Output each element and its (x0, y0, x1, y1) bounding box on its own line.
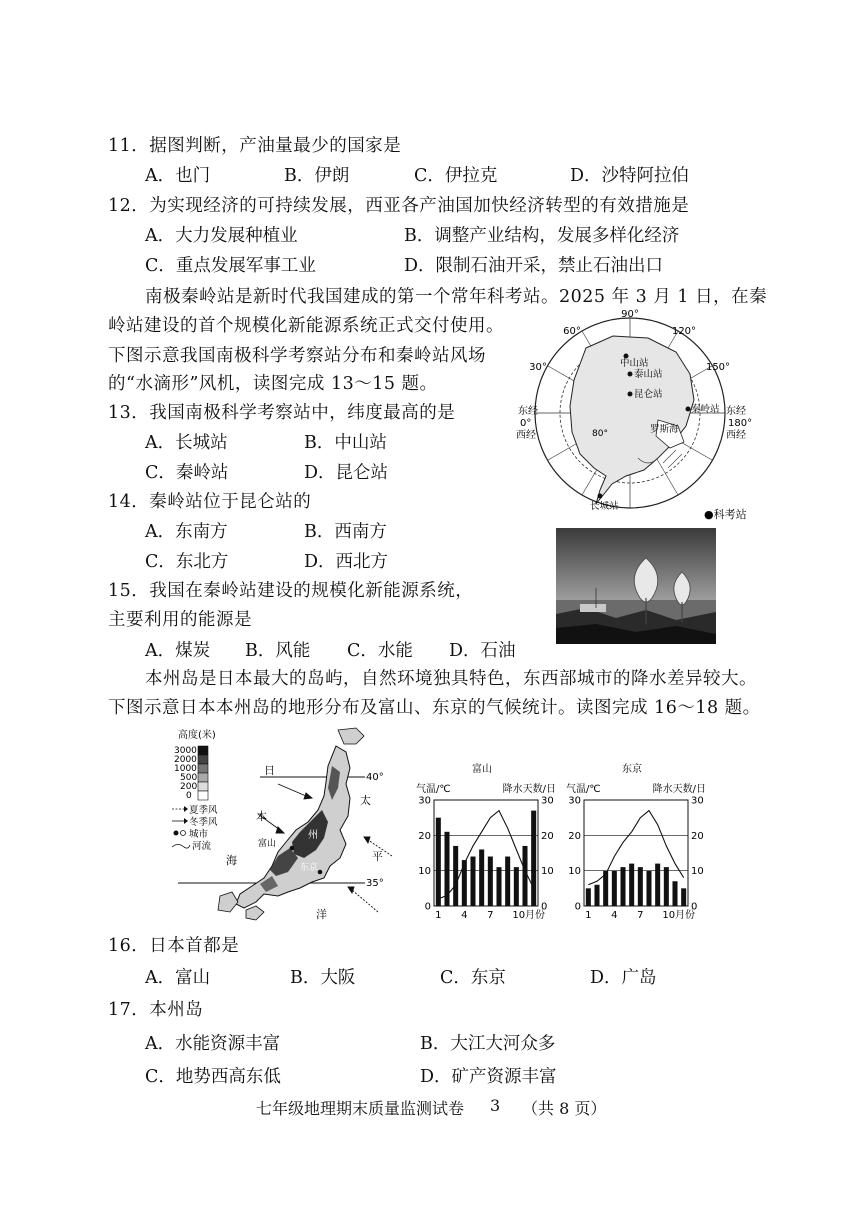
y-tick-right-label: 20 (691, 830, 704, 842)
q12-option-d: D．限制石油开采，禁止石油出口 (404, 256, 664, 276)
temperature-line (588, 811, 683, 885)
legend-city: 城市 (189, 829, 209, 840)
x-tick-label: 10月份 (512, 910, 546, 920)
legend-level-0: 0 (186, 791, 192, 801)
y-tick-left-label: 20 (418, 830, 431, 842)
x-tick-label: 7 (637, 910, 644, 920)
precip-day-bar (531, 811, 536, 906)
legend-winter-wind: 冬季风 (189, 817, 218, 828)
lat-35-label: 35° (366, 878, 384, 889)
q16-option-d: D．广岛 (590, 968, 657, 988)
chart-ylabel-right: 降水天数/日 (502, 784, 556, 795)
precip-day-bar (453, 846, 458, 906)
lon-120-label: 120° (671, 326, 697, 337)
intro1-line3: 下图示意我国南极科学考察站分布和秦岭站风场 (108, 346, 486, 366)
q15-option-d: D．石油 (449, 641, 516, 661)
precip-day-bar (586, 888, 591, 906)
lon-30-label: 30° (529, 362, 547, 373)
q15-option-b: B．风能 (245, 641, 311, 661)
precip-day-bar (638, 867, 643, 906)
q15-stem-line1: 15．我国在秦岭站建设的规模化新能源系统， (108, 581, 474, 601)
y-tick-left-label: 10 (568, 866, 581, 878)
q11-option-b: B．伊朗 (284, 166, 350, 186)
e180-label-c: 西经 (726, 430, 746, 441)
precip-day-bar (479, 849, 484, 906)
y-tick-right-label: 30 (691, 795, 704, 807)
footer-total-pages: （共 8 页） (522, 1099, 607, 1118)
x-tick-label: 1 (435, 910, 442, 920)
plot-frame (434, 800, 538, 906)
precip-day-bar (681, 888, 686, 906)
e180-label-b: 180° (728, 418, 753, 429)
q12-option-a: A．大力发展种植业 (145, 226, 298, 246)
climate-chart-fushan (412, 760, 560, 920)
precip-day-bar (488, 857, 493, 906)
teardrop-wind-turbine-photo (556, 528, 716, 644)
q12-option-b: B．调整产业结构，发展多样化经济 (404, 226, 680, 246)
chart-ylabel-left: 气温/℃ (416, 784, 451, 795)
y-tick-left-label: 30 (418, 795, 431, 807)
precip-day-bar (664, 867, 669, 906)
intro2-line2: 下图示意日本本州岛的地形分布及富山、东京的气候统计。读图完成 16～18 题。 (108, 698, 761, 718)
lat-80-label: 80° (592, 429, 608, 439)
q11-option-a: A．也门 (145, 166, 211, 186)
q16-option-c: C．东京 (440, 968, 506, 988)
q17-option-d: D．矿产资源丰富 (420, 1067, 557, 1087)
honshu-terrain-map (160, 726, 410, 922)
legend-height-title: 高度(米) (178, 730, 216, 741)
climate-chart-dongjing (562, 760, 710, 920)
legend-level-1000: 1000 (174, 764, 197, 774)
intro1-line1: 南极秦岭站是新时代我国建成的第一个常年科考站。2025 年 3 月 1 日，在秦 (145, 287, 768, 307)
lon-60-label: 60° (563, 326, 581, 337)
precip-day-bar (594, 885, 599, 906)
lat-40-label: 40° (366, 772, 384, 783)
zhongshan-label: 中山站 (620, 358, 649, 369)
precip-day-bar (436, 818, 441, 906)
precip-day-bar (470, 857, 475, 906)
y-tick-left-label: 30 (568, 795, 581, 807)
east-0-label-c: 西经 (516, 430, 536, 441)
y-tick-right-label: 20 (541, 830, 554, 842)
changcheng-station-dot (598, 494, 603, 499)
y-tick-right-label: 10 (691, 866, 704, 878)
label-fushan: 富山 (258, 839, 277, 849)
kunlun-station-dot (628, 392, 633, 397)
q17-option-c: C．地势西高东低 (145, 1067, 281, 1087)
precip-day-bar (620, 867, 625, 906)
y-tick-left-label: 20 (568, 830, 581, 842)
q13-option-c: C．秦岭站 (145, 463, 229, 483)
legend-level-3000: 3000 (174, 746, 197, 756)
q11-stem: 11．据图判断，产油量最少的国家是 (108, 136, 402, 156)
footer-title: 七年级地理期末质量监测试卷 (256, 1099, 465, 1118)
precip-day-bar (514, 867, 519, 906)
legend-river: 河流 (192, 841, 212, 852)
q17-option-a: A．水能资源丰富 (145, 1034, 281, 1054)
precip-day-bar (612, 871, 617, 906)
q17-option-b: B．大江大河众多 (420, 1034, 556, 1054)
y-tick-right-label: 0 (541, 901, 548, 913)
fushan-city-dot (290, 846, 295, 851)
height-legend (198, 746, 208, 800)
q13-option-d: D．昆仑站 (304, 463, 389, 483)
q14-stem: 14．秦岭站位于昆仑站的 (108, 492, 312, 512)
precip-day-bar (522, 846, 527, 906)
precip-day-bar (496, 867, 501, 906)
precip-day-bar (629, 864, 634, 906)
y-tick-right-label: 0 (691, 901, 698, 913)
taishan-label: 泰山站 (634, 369, 663, 380)
legend-level-500: 500 (180, 773, 198, 783)
q16-option-a: A．富山 (145, 968, 211, 988)
legend-level-2000: 2000 (174, 755, 197, 765)
label-ri: 日 (264, 764, 275, 777)
y-tick-left-label: 0 (574, 901, 581, 913)
qinling-station-dot (686, 407, 691, 412)
temperature-line (438, 811, 533, 899)
plot-frame (584, 800, 688, 906)
label-tai: 太 (360, 794, 371, 807)
x-tick-label: 4 (461, 910, 468, 920)
precip-day-bar (672, 881, 677, 906)
q17-stem: 17．本州岛 (108, 1000, 204, 1020)
chart-title: 东京 (622, 764, 642, 775)
taishan-station-dot (628, 372, 633, 377)
y-tick-left-label: 10 (418, 866, 431, 878)
qinling-label: 秦岭站 (691, 404, 720, 415)
q15-stem-line2: 主要利用的能源是 (108, 610, 252, 630)
x-tick-label: 1 (585, 910, 592, 920)
precip-day-bar (505, 857, 510, 906)
lon-90-label: 90° (621, 309, 639, 320)
intro2-line1: 本州岛是日本最大的岛屿，自然环境独具特色，东西部城市的降水差异较大。 (145, 669, 757, 689)
precip-day-bar (646, 871, 651, 906)
q15-option-c: C．水能 (347, 641, 413, 661)
e180-label-a: 东经 (726, 406, 746, 417)
chart-ylabel-right: 降水天数/日 (652, 784, 706, 795)
intro1-line2: 岭站建设的首个规模化新能源系统正式交付使用。 (108, 316, 504, 336)
q12-option-c: C．重点发展军事工业 (145, 256, 316, 276)
footer-page-number: 3 (490, 1096, 501, 1115)
station-legend: ●科考站 (704, 508, 747, 521)
lon-150-label: 150° (705, 362, 731, 373)
q13-option-b: B．中山站 (304, 433, 387, 453)
q11-option-d: D．沙特阿拉伯 (570, 166, 690, 186)
label-hai: 海 (226, 854, 237, 867)
q12-stem: 12．为实现经济的可持续发展，西亚各产油国加快经济转型的有效措施是 (108, 196, 690, 216)
x-tick-label: 7 (487, 910, 494, 920)
dongjing-city-dot (318, 870, 323, 875)
label-yang: 洋 (316, 908, 327, 921)
label-dongjing: 东京 (300, 863, 319, 873)
q16-option-b: B．大阪 (290, 968, 356, 988)
q13-stem: 13．我国南极科学考察站中，纬度最高的是 (108, 403, 456, 423)
y-tick-right-label: 10 (541, 866, 554, 878)
y-tick-right-label: 30 (541, 795, 554, 807)
x-tick-label: 4 (611, 910, 618, 920)
y-tick-left-label: 0 (424, 901, 431, 913)
east-0-label-b: 0° (520, 418, 532, 429)
precip-day-bar (655, 864, 660, 906)
q14-option-c: C．东北方 (145, 552, 229, 572)
changcheng-label: 长城站 (590, 501, 619, 512)
chart-title: 富山 (472, 764, 492, 775)
kunlun-label: 昆仑站 (634, 389, 663, 400)
antarctic-station-map (508, 308, 758, 523)
rossea-label: 罗斯海 (650, 424, 679, 435)
chart-ylabel-left: 气温/℃ (566, 784, 601, 795)
q14-option-b: B．西南方 (304, 522, 387, 542)
x-tick-label: 10月份 (662, 910, 696, 920)
legend-level-200: 200 (180, 782, 198, 792)
legend-summer-wind: 夏季风 (189, 805, 218, 816)
label-zhou: 州 (308, 830, 318, 841)
q14-option-d: D．西北方 (304, 552, 389, 572)
east-0-label-a: 东经 (518, 406, 538, 417)
q15-option-a: A．煤炭 (145, 641, 211, 661)
q11-option-c: C．伊拉克 (414, 166, 498, 186)
label-ping: 平 (372, 850, 383, 863)
q13-option-a: A．长城站 (145, 433, 228, 453)
intro1-line4: 的“水滴形”风机，读图完成 13～15 题。 (108, 374, 438, 394)
q14-option-a: A．东南方 (145, 522, 228, 542)
label-ben: 本 (256, 810, 267, 823)
q16-stem: 16．日本首都是 (108, 936, 240, 956)
